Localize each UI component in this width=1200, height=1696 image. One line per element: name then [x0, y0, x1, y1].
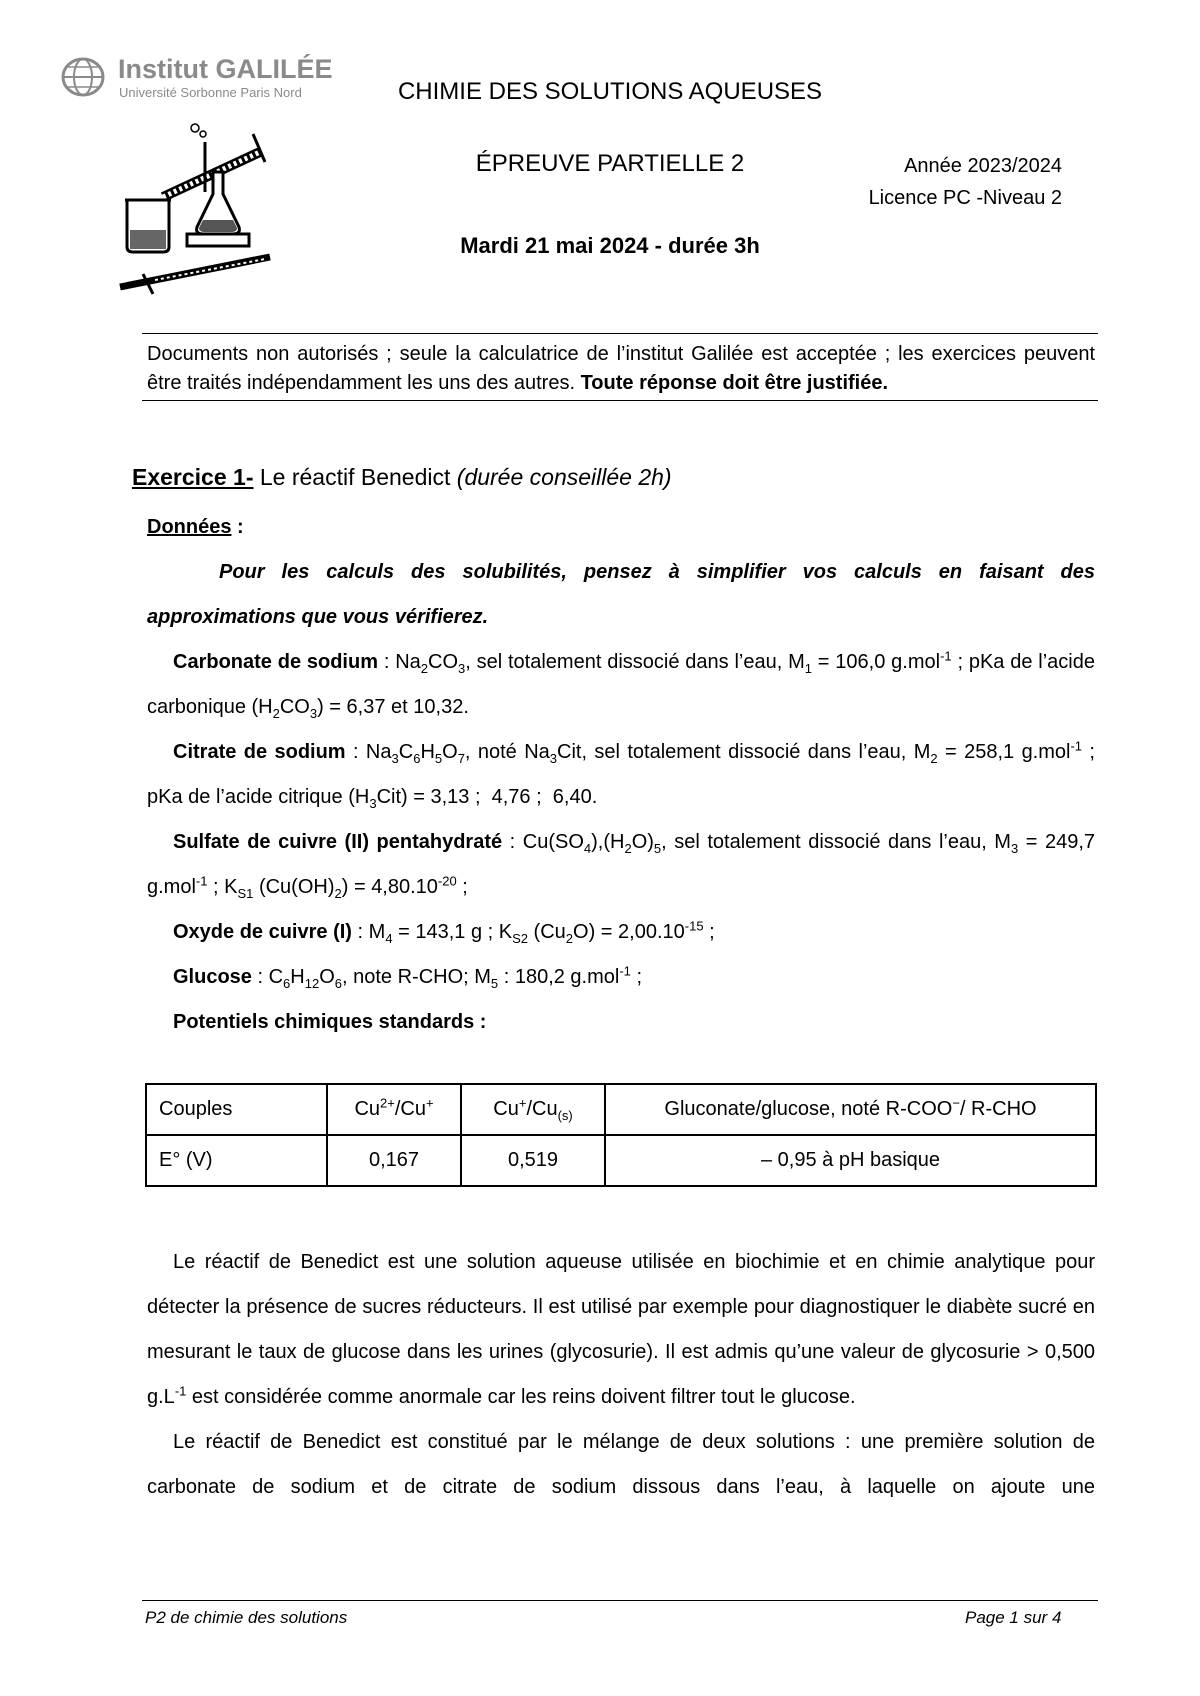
notice-bold: Toute réponse doit être justifiée.	[580, 372, 889, 394]
exam-date-duration: Mardi 21 mai 2024 - durée 3h	[460, 233, 760, 258]
exam-title: ÉPREUVE PARTIELLE 2	[475, 150, 745, 177]
logo-title: Institut GALILÉE	[118, 54, 333, 84]
paragraph-benedict-use: Le réactif de Benedict est une solution aqueuse utilisée en biochimie et en chimie analytique pour détecter la présence de sucres réducteurs. Il est utilisé par exemple pour diagnostiquer le diabète sucré en mesurant le taux de glucose dans les urines (glycosurie). Il est admis qu’une valeur de glycosurie > 0,500 $g.L^{-1}$ est considérée comme anormale car les reins doivent filtrer tout le glucose.	[147, 1251, 1095, 1408]
exercise-duration: (durée conseillée 2h)	[456, 464, 672, 490]
pipette-icon	[120, 257, 270, 294]
logo-subtitle: Université Sorbonne Paris Nord	[119, 85, 302, 100]
data-section: Données : Pour les calculs des solubilités, pensez à simplifier vos calculs en faisant des approximations que vous vérifierez. Carbonate de sodium : $Na_2CO_3$, sel totalement dissocié dans l’eau, $M_1 = 106,0$ g.mol$^{-1}$ ; pKa de l’acide carbonique $(H_2CO_3) = 6,37$ et 10,32. Citrate de sodium : $Na_3C_6H_5O_7$, noté $Na_3Cit$, sel totalement dissocié dans l’eau, $M_2 = 258,1$ g.mol$^{-1}$ ; pKa de l’acide citrique $(H_3Cit) = 3,13$ ; 4,76 ; 6,40. Sulfate de cuivre (II) pentahydraté : $Cu(SO_4),(H_2O)_5$, sel totalement dissocié dans l’eau, $M_3 = 249,7$ g.mol$^{-1}$ ; $K_{S1}$ $(Cu(OH)_2) = 4,80.10^{-20}$ ; Oxyde de cuivre (I) : $M_4 = 143,1$ g ; $K_{S2}$ $(Cu_2O) = 2,00.10^{-15}$ ; Glucose : $C_6H_{12}O_6$, note R-CHO; $M_5$ : 180,2 g.mol$^{-1}$ ; Potentiels chimiques standards :	[147, 505, 1095, 1045]
donnees-heading: Données	[147, 516, 232, 538]
notice-top-rule	[142, 333, 1098, 334]
potentiels-label: Potentiels chimiques standards :	[173, 1011, 487, 1033]
exercise-label: Exercice 1-	[132, 464, 254, 490]
citrate-data: Citrate de sodium : $Na_3C_6H_5O_7$, noté $Na_3Cit$, sel totalement dissocié dans l’eau, $M_2 = 258,1$ g.mol$^{-1}$ ; pKa de l’acide citrique $(H_3Cit) = 3,13$ ; 4,76 ; 6,40.	[147, 738, 1095, 811]
table-row-label: E° (V)	[146, 1135, 327, 1186]
table-header-cell: Couples	[146, 1084, 327, 1135]
intro-paragraphs	[147, 1240, 1095, 1510]
footer-rule	[142, 1600, 1098, 1601]
table-row	[146, 1135, 1096, 1186]
oxyde-data: Oxyde de cuivre (I) : $M_4 = 143,1$ g ; $K_{S2}$ $(Cu_2O) = 2,00.10^{-15}$ ;	[173, 918, 715, 946]
table-header-cell: $Cu^{2+}/Cu^+$	[327, 1084, 461, 1135]
table-cell: – 0,95 à pH basique	[605, 1135, 1096, 1186]
table-cell: 0,167	[327, 1135, 461, 1186]
notice-text: Documents non autorisés ; seule la calculatrice de l’institut Galilée est acceptée ; les exercices peuvent être traités indépendamment les uns des autres.	[147, 343, 1095, 394]
page-number: Page 1 sur 4	[965, 1608, 1062, 1627]
table-header-cell: $Cu^+/Cu_{(s)}$	[461, 1084, 605, 1135]
exam-notice	[147, 340, 1095, 398]
exercise-heading	[132, 464, 672, 491]
notice-bottom-rule	[142, 400, 1098, 401]
sulfate-data: Sulfate de cuivre (II) pentahydraté : $Cu(SO_4),(H_2O)_5$, sel totalement dissocié dans l’eau, $M_3 = 249,7$ g.mol$^{-1}$ ; $K_{S1}$ $(Cu(OH)_2) = 4,80.10^{-20}$ ;	[147, 831, 1096, 901]
table-cell: 0,519	[461, 1135, 605, 1186]
study-level: Licence PC -Niveau 2	[868, 187, 1062, 209]
lab-glassware-illustration	[115, 122, 295, 304]
table-header-row	[146, 1084, 1096, 1135]
footer-course: P2 de chimie des solutions	[145, 1608, 348, 1627]
solubility-hint: Pour les calculs des solubilités, pensez à simplifier vos calculs en faisant des approximations que vous vérifierez.	[147, 561, 1095, 628]
table-header-cell: Gluconate/glucose, noté R-COO−/ R-CHO	[605, 1084, 1096, 1135]
paragraph-benedict-composition: Le réactif de Benedict est constitué par le mélange de deux solutions : une première solution de carbonate de sodium et de citrate de sodium dissous dans l’eau, à laquelle on ajoute une	[147, 1431, 1095, 1498]
course-title: CHIMIE DES SOLUTIONS AQUEUSES	[397, 78, 823, 105]
globe-logo-icon	[58, 54, 108, 100]
exercise-title: Le réactif Benedict	[253, 464, 457, 490]
beaker-icon	[125, 200, 171, 252]
glucose-data: Glucose : $C_6H_{12}O_6$, note R-CHO; $M_5$ : 180,2 g.mol$^{-1}$ ;	[173, 963, 643, 991]
carbonate-data: Carbonate de sodium : $Na_2CO_3$, sel totalement dissocié dans l’eau, $M_1 = 106,0$ g.mol$^{-1}$ ; pKa de l’acide carbonique $(H_2CO_3) = 6,37$ et 10,32.	[147, 648, 1095, 721]
academic-year: Année 2023/2024	[904, 155, 1062, 177]
standard-potentials-table	[145, 1083, 1097, 1187]
